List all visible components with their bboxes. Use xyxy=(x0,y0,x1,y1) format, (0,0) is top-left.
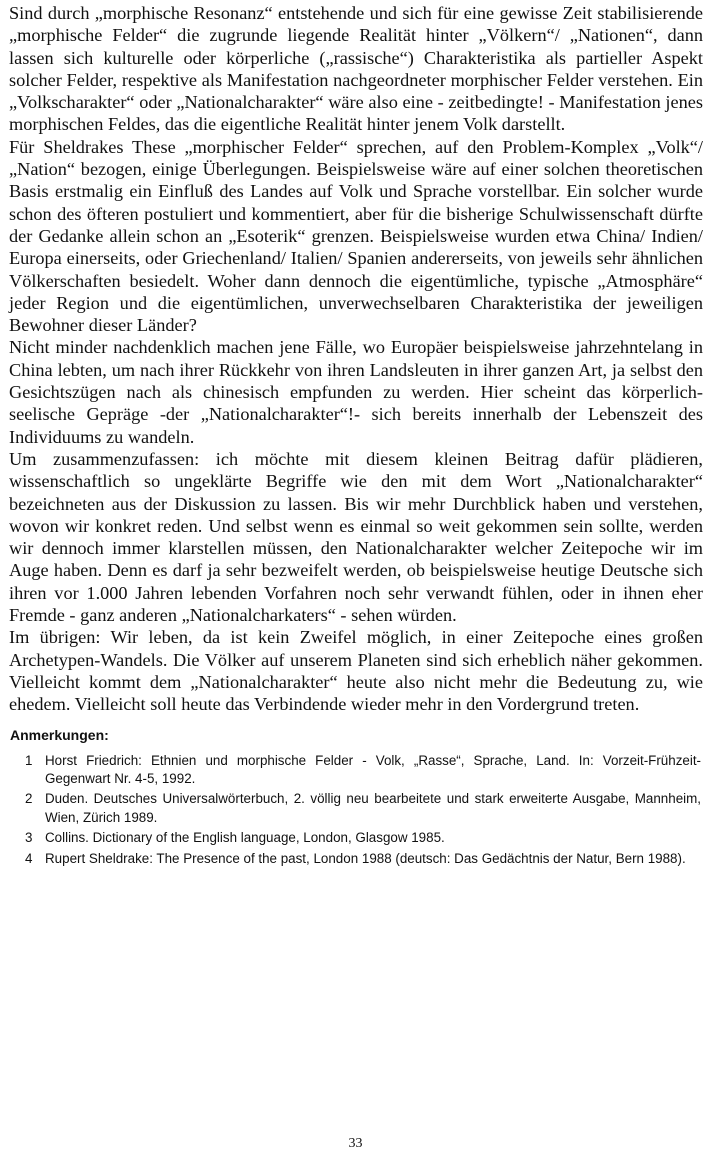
note-text: Collins. Dictionary of the English language, London, Glasgow 1985. xyxy=(45,830,445,846)
note-text: Duden. Deutsches Universalwörterbuch, 2. völlig neu bearbeitete und stark erweiterte Ausgabe, Mannheim, Wien, Zürich 1989. xyxy=(45,791,701,825)
page-number: 33 xyxy=(348,1136,363,1151)
note-item xyxy=(9,790,703,827)
body-text xyxy=(9,2,703,716)
note-number: 4 xyxy=(25,850,33,866)
note-text: Rupert Sheldrake: The Presence of the past, London 1988 (deutsch: Das Gedächtnis der Natur, Bern 1988). xyxy=(45,850,686,866)
paragraph-sheldrake-thesis: Für Sheldrakes These „morphischer Felder“ sprechen, auf den Problem-Komplex „Volk“/ „Nation“ bezogen, einige Überlegungen. Beispielsweise wäre auf einer solchen theoretischen Basis erstmalig ein Einfluß des Landes auf Volk und Sprache vorstellbar. Ein solcher wurde schon des öfteren postuliert und kommentiert, aber für die bisherige Schulwissenschaft dürfte der Gedanke allein schon an „Esoterik“ grenzen. Beispielsweise wurden etwa China/ Indien/ Europa einerseits, oder Griechenland/ Italien/ Spanien andererseits, von jeweils sehr ähnlichen Völkerschaften besiedelt. Woher dann dennoch die eigentümliche, typische „Atmosphäre“ jeder Region und die eigentümlichen, unverwechselbaren Charakteristika der jeweiligen Bewohner dieser Länder? xyxy=(9,136,703,336)
paragraph-archetype-change: Im übrigen: Wir leben, da ist kein Zweifel möglich, in einer Zeitepoche eines großen Archetypen-Wandels. Die Völker auf unserem Planeten sind sich erheblich näher gekommen. Vielleicht kommt dem „Nationalcharakter“ heute also nicht mehr die Bedeutung zu, wie ehedem. Vielleicht soll heute das Verbindende wieder mehr in den Vordergrund treten. xyxy=(9,627,703,715)
note-text: Horst Friedrich: Ethnien und morphische Felder - Volk, „Rasse“, Sprache, Land. In: Vorzeit-Frühzeit-Gegenwart Nr. 4-5, 1992. xyxy=(45,752,701,786)
note-item xyxy=(9,850,703,868)
paragraph-europeans-in-china: Nicht minder nachdenklich machen jene Fälle, wo Europäer beispielsweise jahrzehntelang in China lebten, um nach ihrer Rückkehr von ihren Landsleuten in ihrer ganzen Art, ja selbst den Gesichtszügen nach als chinesisch empfunden zu werden. Hier scheint das körperlich-seelische Gepräge -der „Nationalcharakter“!- sich bereits innerhalb der Lebenszeit des Individuums zu wandeln. xyxy=(9,337,703,447)
paragraph-morphic-fields: Sind durch „morphische Resonanz“ entstehende und sich für eine gewisse Zeit stabilisierende „morphische Felder“ die zugrunde liegende Realität hinter „Völkern“/ „Nationen“, dann lassen sich kulturelle oder körperliche („rassische“) Charakteristika als partieller Aspekt solcher Felder, respektive als Manifestation nachgeordneter morphischer Felder verstehen. Ein „Volkscharakter“ oder „Nationalcharakter“ wäre also eine - zeitbedingte! - Manifestation jenes morphischen Feldes, das die eigentliche Realität hinter jenem Volk darstellt. xyxy=(9,3,703,135)
notes-list xyxy=(9,752,703,868)
note-number: 1 xyxy=(25,752,33,768)
note-item xyxy=(9,829,703,847)
document-page xyxy=(9,2,703,870)
note-number: 2 xyxy=(25,791,33,807)
note-number: 3 xyxy=(25,830,33,846)
notes-section xyxy=(9,726,703,868)
notes-heading: Anmerkungen: xyxy=(10,726,109,743)
note-item xyxy=(9,752,703,789)
paragraph-summary: Um zusammenzufassen: ich möchte mit diesem kleinen Beitrag dafür plädieren, wissenschaftlich so ungeklärte Begriffe wie den mit dem Wort „Nationalcharakter“ bezeichneten aus der Diskussion zu lassen. Bis wir mehr Durchblick haben und verstehen, wovon wir konkret reden. Und selbst wenn es einmal so weit gekommen sein sollte, werden wir dennoch immer klarstellen müssen, den Nationalcharakter welcher Zeitepoche wir im Auge haben. Denn es darf ja sehr bezweifelt werden, ob beispielsweise heutige Deutsche sich ihren vor 1.000 Jahren lebenden Vorfahren noch sehr verwandt fühlen, oder in ihnen eher Fremde - ganz anderen „Nationalcharkaters“ - sehen würden. xyxy=(9,448,703,626)
